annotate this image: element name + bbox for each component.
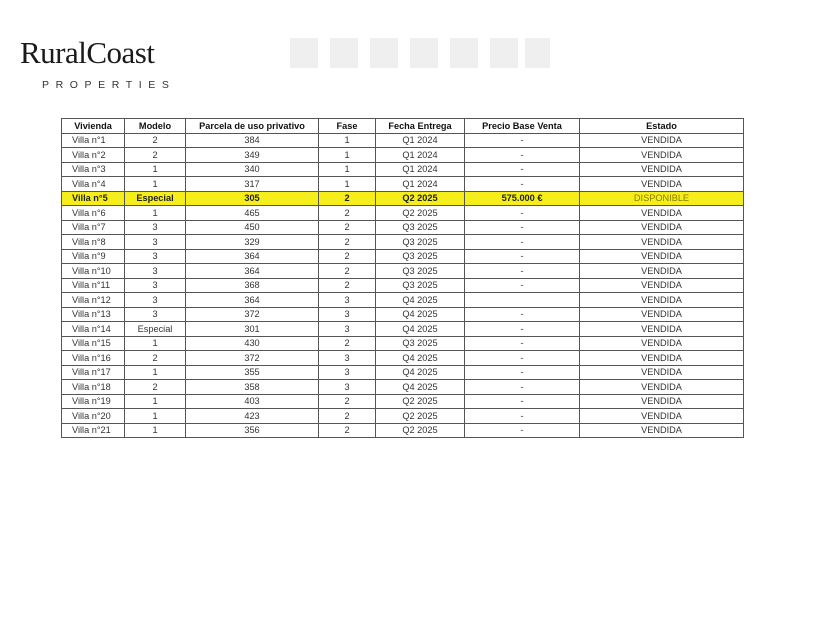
table-row	[62, 423, 744, 438]
cell-fase: 2	[319, 220, 376, 235]
cell-precio: -	[465, 278, 580, 293]
table-row	[62, 264, 744, 279]
table-row	[62, 177, 744, 192]
cell-parcela: 465	[186, 206, 319, 221]
cell-parcela: 430	[186, 336, 319, 351]
cell-fase: 1	[319, 177, 376, 192]
cell-estado: VENDIDA	[580, 235, 744, 250]
cell-fecha: Q3 2025	[376, 249, 465, 264]
cell-fase: 3	[319, 307, 376, 322]
header-estado: Estado	[580, 119, 744, 134]
cell-estado: DISPONIBLE	[580, 191, 744, 206]
cell-vivienda: Villa n°3	[62, 162, 125, 177]
cell-precio: -	[465, 133, 580, 148]
table-row	[62, 307, 744, 322]
table-row	[62, 351, 744, 366]
cell-precio	[465, 293, 580, 308]
cell-vivienda: Villa n°20	[62, 409, 125, 424]
cell-vivienda: Villa n°17	[62, 365, 125, 380]
cell-modelo: 1	[125, 162, 186, 177]
cell-estado: VENDIDA	[580, 206, 744, 221]
cell-precio: -	[465, 235, 580, 250]
cell-fase: 2	[319, 235, 376, 250]
cell-estado: VENDIDA	[580, 148, 744, 163]
cell-parcela: 317	[186, 177, 319, 192]
header-precio: Precio Base Venta	[465, 119, 580, 134]
cell-parcela: 450	[186, 220, 319, 235]
cell-parcela: 364	[186, 249, 319, 264]
cell-fase: 2	[319, 394, 376, 409]
table-row	[62, 365, 744, 380]
cell-estado: VENDIDA	[580, 177, 744, 192]
cell-modelo: 1	[125, 394, 186, 409]
cell-parcela: 364	[186, 293, 319, 308]
cell-fecha: Q2 2025	[376, 394, 465, 409]
cell-vivienda: Villa n°8	[62, 235, 125, 250]
cell-vivienda: Villa n°11	[62, 278, 125, 293]
cell-vivienda: Villa n°5	[62, 191, 125, 206]
cell-precio: -	[465, 380, 580, 395]
cell-fase: 1	[319, 162, 376, 177]
cell-modelo: 3	[125, 278, 186, 293]
cell-vivienda: Villa n°13	[62, 307, 125, 322]
header-parcela: Parcela de uso privativo	[186, 119, 319, 134]
cell-fecha: Q1 2024	[376, 133, 465, 148]
cell-estado: VENDIDA	[580, 409, 744, 424]
cell-precio: 575.000 €	[465, 191, 580, 206]
cell-vivienda: Villa n°1	[62, 133, 125, 148]
cell-fecha: Q3 2025	[376, 278, 465, 293]
watermark-graphic	[285, 32, 555, 74]
cell-fecha: Q3 2025	[376, 336, 465, 351]
table-row	[62, 249, 744, 264]
cell-modelo: 3	[125, 249, 186, 264]
brand-logo	[20, 36, 176, 91]
cell-estado: VENDIDA	[580, 307, 744, 322]
header-modelo: Modelo	[125, 119, 186, 134]
cell-parcela: 301	[186, 322, 319, 337]
cell-modelo: 3	[125, 264, 186, 279]
cell-estado: VENDIDA	[580, 133, 744, 148]
cell-modelo: 1	[125, 423, 186, 438]
table-row	[62, 293, 744, 308]
cell-precio: -	[465, 249, 580, 264]
cell-estado: VENDIDA	[580, 264, 744, 279]
cell-precio: -	[465, 177, 580, 192]
table-row	[62, 322, 744, 337]
cell-fase: 2	[319, 423, 376, 438]
cell-modelo: 3	[125, 293, 186, 308]
cell-vivienda: Villa n°7	[62, 220, 125, 235]
header-fase: Fase	[319, 119, 376, 134]
table-row	[62, 162, 744, 177]
cell-fase: 3	[319, 322, 376, 337]
cell-fecha: Q4 2025	[376, 351, 465, 366]
cell-estado: VENDIDA	[580, 162, 744, 177]
cell-vivienda: Villa n°15	[62, 336, 125, 351]
cell-modelo: 3	[125, 307, 186, 322]
cell-parcela: 364	[186, 264, 319, 279]
cell-precio: -	[465, 220, 580, 235]
cell-fase: 2	[319, 264, 376, 279]
cell-parcela: 403	[186, 394, 319, 409]
cell-parcela: 384	[186, 133, 319, 148]
cell-parcela: 372	[186, 307, 319, 322]
cell-modelo: 3	[125, 220, 186, 235]
cell-estado: VENDIDA	[580, 365, 744, 380]
cell-vivienda: Villa n°16	[62, 351, 125, 366]
cell-estado: VENDIDA	[580, 351, 744, 366]
cell-vivienda: Villa n°9	[62, 249, 125, 264]
cell-vivienda: Villa n°2	[62, 148, 125, 163]
cell-fecha: Q2 2025	[376, 191, 465, 206]
cell-fase: 1	[319, 148, 376, 163]
cell-fase: 2	[319, 191, 376, 206]
table-row	[62, 148, 744, 163]
cell-modelo: 2	[125, 351, 186, 366]
cell-fecha: Q4 2025	[376, 365, 465, 380]
table-row	[62, 336, 744, 351]
table-row	[62, 133, 744, 148]
cell-vivienda: Villa n°14	[62, 322, 125, 337]
cell-parcela: 355	[186, 365, 319, 380]
cell-precio: -	[465, 365, 580, 380]
cell-estado: VENDIDA	[580, 293, 744, 308]
cell-fase: 2	[319, 336, 376, 351]
table-row	[62, 409, 744, 424]
cell-precio: -	[465, 148, 580, 163]
cell-parcela: 340	[186, 162, 319, 177]
cell-fecha: Q2 2025	[376, 206, 465, 221]
cell-estado: VENDIDA	[580, 249, 744, 264]
cell-precio: -	[465, 394, 580, 409]
cell-fecha: Q3 2025	[376, 235, 465, 250]
cell-parcela: 356	[186, 423, 319, 438]
cell-vivienda: Villa n°4	[62, 177, 125, 192]
cell-modelo: Especial	[125, 322, 186, 337]
cell-modelo: 1	[125, 409, 186, 424]
cell-parcela: 372	[186, 351, 319, 366]
cell-estado: VENDIDA	[580, 423, 744, 438]
table-row	[62, 380, 744, 395]
cell-fecha: Q2 2025	[376, 423, 465, 438]
table-row	[62, 394, 744, 409]
cell-vivienda: Villa n°12	[62, 293, 125, 308]
cell-estado: VENDIDA	[580, 278, 744, 293]
cell-estado: VENDIDA	[580, 220, 744, 235]
cell-fecha: Q2 2025	[376, 409, 465, 424]
cell-parcela: 349	[186, 148, 319, 163]
cell-fecha: Q4 2025	[376, 380, 465, 395]
villas-table	[61, 118, 744, 438]
cell-estado: VENDIDA	[580, 380, 744, 395]
cell-modelo: 2	[125, 133, 186, 148]
cell-modelo: 1	[125, 365, 186, 380]
table-row	[62, 220, 744, 235]
cell-fase: 1	[319, 133, 376, 148]
cell-modelo: 1	[125, 206, 186, 221]
cell-fase: 3	[319, 380, 376, 395]
cell-estado: VENDIDA	[580, 394, 744, 409]
cell-precio: -	[465, 264, 580, 279]
cell-precio: -	[465, 322, 580, 337]
cell-parcela: 358	[186, 380, 319, 395]
cell-precio: -	[465, 307, 580, 322]
table-row	[62, 235, 744, 250]
villas-table-body	[62, 133, 744, 438]
cell-fecha: Q1 2024	[376, 177, 465, 192]
cell-fecha: Q3 2025	[376, 264, 465, 279]
table-row	[62, 206, 744, 221]
cell-modelo: 1	[125, 336, 186, 351]
cell-vivienda: Villa n°18	[62, 380, 125, 395]
cell-fase: 3	[319, 351, 376, 366]
table-row	[62, 278, 744, 293]
cell-vivienda: Villa n°10	[62, 264, 125, 279]
cell-fase: 2	[319, 249, 376, 264]
cell-parcela: 368	[186, 278, 319, 293]
cell-parcela: 423	[186, 409, 319, 424]
cell-fecha: Q1 2024	[376, 162, 465, 177]
logo-name: RuralCoast	[20, 35, 155, 70]
cell-vivienda: Villa n°21	[62, 423, 125, 438]
cell-fase: 2	[319, 278, 376, 293]
logo-subtitle: PROPERTIES	[42, 79, 176, 91]
cell-modelo: 2	[125, 380, 186, 395]
cell-fase: 3	[319, 293, 376, 308]
table-header-row	[62, 119, 744, 134]
cell-modelo: 2	[125, 148, 186, 163]
cell-vivienda: Villa n°6	[62, 206, 125, 221]
cell-precio: -	[465, 351, 580, 366]
cell-vivienda: Villa n°19	[62, 394, 125, 409]
cell-fase: 2	[319, 206, 376, 221]
header-fecha-entrega: Fecha Entrega	[376, 119, 465, 134]
cell-parcela: 305	[186, 191, 319, 206]
cell-fase: 2	[319, 409, 376, 424]
cell-modelo: 1	[125, 177, 186, 192]
cell-fecha: Q1 2024	[376, 148, 465, 163]
cell-modelo: 3	[125, 235, 186, 250]
table-row	[62, 191, 744, 206]
cell-estado: VENDIDA	[580, 322, 744, 337]
cell-parcela: 329	[186, 235, 319, 250]
cell-precio: -	[465, 409, 580, 424]
header-vivienda: Vivienda	[62, 119, 125, 134]
cell-precio: -	[465, 206, 580, 221]
cell-fecha: Q3 2025	[376, 220, 465, 235]
cell-fecha: Q4 2025	[376, 322, 465, 337]
cell-modelo: Especial	[125, 191, 186, 206]
cell-precio: -	[465, 423, 580, 438]
cell-fecha: Q4 2025	[376, 293, 465, 308]
cell-fecha: Q4 2025	[376, 307, 465, 322]
cell-precio: -	[465, 162, 580, 177]
cell-estado: VENDIDA	[580, 336, 744, 351]
cell-fase: 3	[319, 365, 376, 380]
cell-precio: -	[465, 336, 580, 351]
